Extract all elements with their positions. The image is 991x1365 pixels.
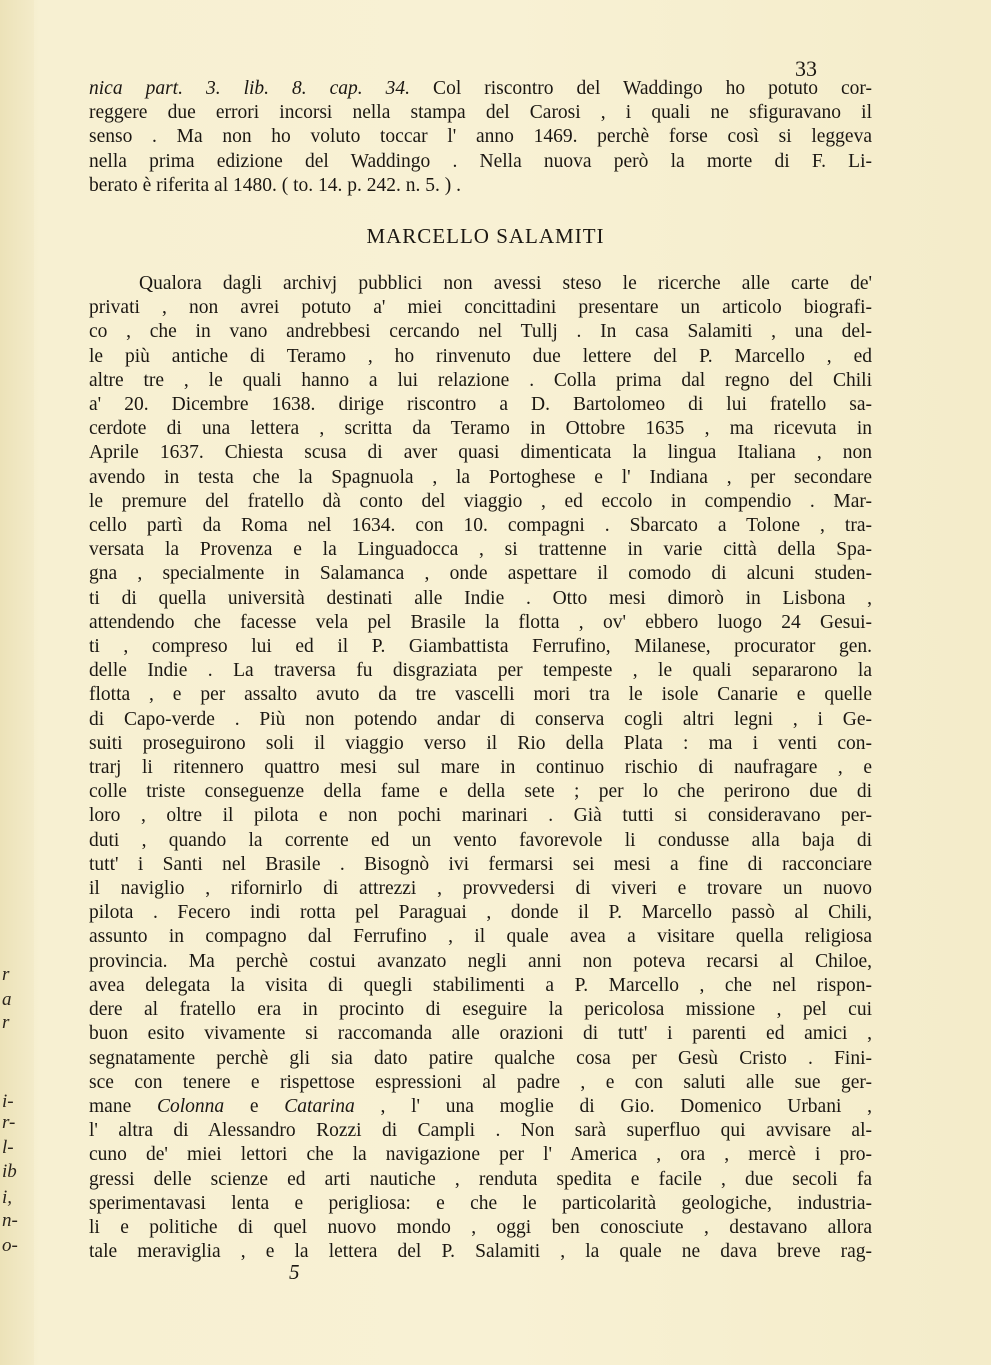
text-line: co , che in vano andrebbesi cercando nel Tullj . In casa Salamiti , una del- <box>89 321 872 343</box>
text-line: assunto in compagno dal Ferrufino , il quale avea a visitare quella religiosa <box>89 926 872 948</box>
text-line: gna , specialmente in Salamanca , onde aspettare il comodo di alcuni studen- <box>89 563 872 585</box>
text-line: avendo in testa che la Spagnuola , la Portoghese e l' Indiana , per secondare <box>89 466 872 488</box>
text-line: Aprile 1637. Chiesta scusa di aver quasi dimenticata la lingua Italiana , non <box>89 442 872 464</box>
text-line: reggere due errori incorsi nella stampa del Carosi , i quali ne sfiguravano il <box>89 102 872 124</box>
margin-fragment: r- <box>2 1112 16 1133</box>
margin-fragment: r <box>2 964 10 985</box>
margin-fragment: o- <box>2 1235 18 1256</box>
text-line: gressi delle scienze ed arti nautiche , renduta spedita e facile , due secoli fa <box>89 1168 872 1190</box>
margin-fragment: i, <box>2 1187 13 1208</box>
facing-page-margin <box>0 0 34 1365</box>
text-line: li e politiche di quel nuovo mondo , oggi ben conosciute , destavano allora <box>89 1216 872 1238</box>
text-line: buon esito vivamente si raccomanda alle orazioni di tutt' i parenti ed amici , <box>89 1023 872 1045</box>
text-line: a' 20. Dicembre 1638. dirige riscontro a D. Bartolomeo di lui fratello sa- <box>89 394 872 416</box>
text-line: cuno de' miei lettori che la navigazione per l' America , ora , mercè i pro- <box>89 1144 872 1166</box>
text-line: provincia. Ma perchè costui avanzato negli anni non poteva recarsi al Chiloe, <box>89 950 872 972</box>
text-line: pilota . Fecero indi rotta pel Paraguai , donde il P. Marcello passò al Chili, <box>89 902 872 924</box>
text-line: il naviglio , rifornirlo di attrezzi , provvedersi di viveri e trovare un nuovo <box>89 878 872 900</box>
text-line: tale meraviglia , e la lettera del P. Salamiti , la quale ne dava breve rag- <box>89 1241 872 1263</box>
text-line: tutt' i Santi nel Brasile . Bisognò ivi fermarsi sei mesi a fine di racconciare <box>89 853 872 875</box>
text-line: cerdote di una lettera , scritta da Teramo in Ottobre 1635 , ma ricevuta in <box>89 418 872 440</box>
text-line: privati , non avrei potuto a' miei concittadini presentare un articolo biografi- <box>89 297 872 319</box>
text-line: berato è riferita al 1480. ( to. 14. p. 242. n. 5. ) . <box>89 174 462 196</box>
section-title-text: MARCELLO SALAMITI <box>366 224 605 248</box>
text-line: sperimentavasi lenta e perigliosa: e che le particolarità geologiche, industria- <box>89 1192 872 1214</box>
text-line: duti , quando la corrente ed un vento favorevole li condusse alla baja di <box>89 829 872 851</box>
text-line: sce con tenere e rispettose espressioni al padre , e con saluti alle sue ger- <box>89 1071 872 1093</box>
text-line: cello partì da Roma nel 1634. con 10. compagni . Sbarcato a Tolone , tra- <box>89 515 872 537</box>
text-line: suiti proseguirono soli il viaggio verso il Rio della Plata : ma i venti con- <box>89 732 872 754</box>
top-paragraph <box>89 77 872 198</box>
text-line: attendendo che facesse vela pel Brasile la flotta , ov' ebbero luogo 24 Gesui- <box>89 611 872 633</box>
text-line: l' altra di Alessandro Rozzi di Campli . Non sarà superfluo qui avvisare al- <box>89 1120 872 1142</box>
margin-fragment: ib <box>2 1161 17 1182</box>
text-line: flotta , e per assalto avuto da tre vascelli mori tra le isole Canarie e quelle <box>89 684 872 706</box>
signature-mark: 5 <box>289 1260 300 1284</box>
text-line: versata la Provenza e la Linguadocca , si trattenne in varie città della Spa- <box>89 539 872 561</box>
margin-fragment: r <box>2 1012 10 1033</box>
text-line: ti , compreso lui ed il P. Giambattista Ferrufino, Milanese, procurator gen. <box>89 636 872 658</box>
margin-fragment: l- <box>2 1137 14 1158</box>
section-title <box>0 224 991 249</box>
text-line: senso . Ma non ho voluto toccar l' anno 1469. perchè forse così si leggeva <box>89 126 872 148</box>
text-line: altre tre , le quali hanno a lui relazione . Colla prima dal regno del Chili <box>89 369 872 391</box>
margin-fragment: n- <box>2 1210 18 1231</box>
text-line: trarj li ritennero quattro mesi sul mare in continuo rischio di naufragare , e <box>89 757 872 779</box>
text-line: nica part. 3. lib. 8. cap. 34. Col riscontro del Waddingo ho potuto cor- <box>89 78 872 99</box>
text-line: loro , oltre il pilota e non pochi marinari . Già tutti si consideravano per- <box>89 805 872 827</box>
text-line: segnatamente perchè gli sia dato patire qualche cosa per Gesù Cristo . Fini- <box>89 1047 872 1069</box>
text-line: le premure del fratello dà conto del viaggio , ed eccolo in compendio . Mar- <box>89 490 872 512</box>
text-line: colle triste conseguenze della fame e della sete ; per lo che perirono due di <box>89 781 872 803</box>
section-body <box>89 272 872 1264</box>
text-line: delle Indie . La traversa fu disgraziata per tempeste , le quali separarono la <box>89 660 872 682</box>
text-line: ti di quella università destinati alle Indie . Otto mesi dimorò in Lisbona , <box>89 587 872 609</box>
text-line: nella prima edizione del Waddingo . Nella nuova però la morte di F. Li- <box>89 150 872 172</box>
margin-fragment: a <box>2 989 12 1010</box>
page-number: 33 <box>795 56 817 81</box>
text-line: le più antiche di Teramo , ho rinvenuto due lettere del P. Marcello , ed <box>89 345 872 367</box>
text-line: Qualora dagli archivj pubblici non avessi steso le ricerche alle carte de' <box>139 273 872 294</box>
text-line: di Capo-verde . Più non potendo andar di conserva cogli altri legni , i Ge- <box>89 708 872 730</box>
text-line: avea delegata la visita di quegli stabilimenti a P. Marcello , che nel rispon- <box>89 974 872 996</box>
margin-fragment: i- <box>2 1091 14 1112</box>
text-line: dere al fratello era in procinto di eseguire la pericolosa missione , pel cui <box>89 999 872 1021</box>
text-line: mane Colonna e Catarina , l' una moglie di Gio. Domenico Urbani , <box>89 1095 872 1117</box>
